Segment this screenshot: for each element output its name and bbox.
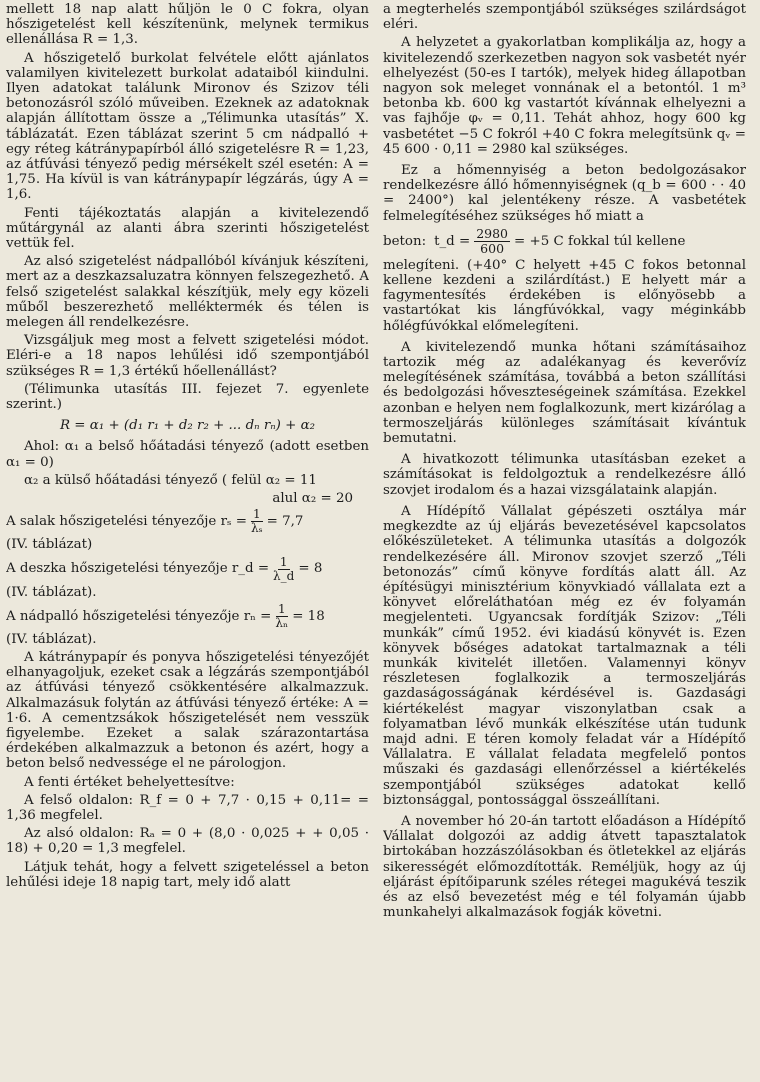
paragraph: A helyzetet a gyakorlatban komplikálja az, hogy a kivitelezendő szerkezetben nagyon sok vasbetét nyér elhelyezést (50-es I tartók), melyek hideg állapotban nagyon sok meleget vonnának el a betontól. 1 m³ betonba kb. 600 kg vastartót kívánnak elhelyezni a vas fajhője φᵥ = 0,11. Tehát ahhoz, hogy 600 kg vasbetétet −5 C fokról +40 C fokra melegítsünk qᵥ = 45 600 · 0,11 = 2980 kal szükséges.	[383, 35, 746, 157]
paragraph: a megterhelés szempontjából szükséges szilárdságot eléri.	[383, 2, 746, 33]
paragraph: Fenti tájékoztatás alapján a kivitelezendő műtárgynál az alanti ábra szerinti hőszigetelést vettük fel.	[6, 205, 369, 252]
numerator: 1	[279, 554, 288, 569]
paragraph: Látjuk tehát, hogy a felvett szigeteléssel a beton lehűlési ideje 18 napig tart, mely idő alatt	[6, 859, 369, 890]
right-column	[383, 2, 746, 1082]
denominator: 600	[480, 240, 505, 256]
equation-label: A salak hőszigetelési tényezője rₛ =	[6, 514, 247, 530]
formula-continuation: alul α₂ = 20	[272, 491, 353, 507]
equation-value: = 18	[292, 608, 325, 624]
paragraph: A fenti értéket behelyettesítve:	[24, 774, 235, 790]
paragraph: A kátránypapír és ponyva hőszigetelési tényezőjét elhanyagoljuk, ezeket csak a légzárás szempontjából az átfúvási tényező csökkentésére alkalmazzuk. Alkalmazásuk folytán az átfúvási tényező értéke: A = 1·6. A cementzsákok hőszigetelését nem vesszük figyelembe. Ezeket a salak szárazontartása érdekében alkalmazzuk a betonon és azért, hogy a beton belső nedvessége el ne párologjon.	[6, 649, 369, 772]
equation-value: = 7,7	[266, 514, 304, 530]
paragraph: Ahol: α₁ a belső hőátadási tényező (adott esetben α₁ = 0)	[6, 439, 369, 470]
denominator: λₙ	[275, 615, 289, 630]
equation-lhs: t_d =	[434, 233, 471, 249]
deszka-equation	[6, 556, 369, 583]
paragraph: Az alsó oldalon: Rₐ = 0 + (8,0 · 0,025 + + 0,05 · 18) + 0,20 = 1,3 megfelel.	[6, 826, 369, 857]
beton-equation	[383, 227, 746, 256]
table-reference: (IV. táblázat).	[6, 584, 97, 600]
equation-label: A deszka hőszigetelési tényezője r_d =	[6, 561, 270, 577]
left-column	[6, 2, 369, 1082]
denominator: λₛ	[251, 521, 263, 536]
numerator: 1	[253, 507, 261, 522]
fraction	[273, 556, 294, 583]
fraction	[275, 603, 288, 630]
paragraph: α₂ a külső hőátadási tényező ( felül α₂ = 11	[24, 472, 317, 488]
paragraph: A hivatkozott télimunka utasításban ezeket a számításokat is feldolgoztuk a rendelkezésre álló szovjet irodalom és a hazai vizsgálataink alapján.	[383, 452, 746, 498]
equation-value: = +5 C fokkal túl kellene	[514, 233, 686, 249]
denominator: λ_d	[273, 568, 295, 583]
fraction	[474, 227, 510, 256]
paragraph: (Télimunka utasítás III. fejezet 7. egyenlete szerint.)	[6, 381, 369, 413]
paragraph: Ez a hőmennyiség a beton bedolgozásakor rendelkezésre álló hőmennyiségnek (q_b = 600 · · 40 = 2400°) kal jelentékeny része. A vasbetétek felmelegítéséhez szükséges hő miatt a	[383, 163, 746, 224]
equation-label: A nádpalló hőszigetelési tényezője rₙ =	[6, 608, 272, 624]
equation-value: = 8	[298, 561, 323, 577]
salak-equation	[6, 508, 369, 535]
paragraph: mellett 18 nap alatt hűljön le 0 C fokra, olyan hőszigetelést kell készítenünk, melynek termikus ellenállása R = 1,3.	[6, 2, 369, 48]
numerator: 1	[277, 601, 286, 616]
paragraph: A hőszigetelő burkolat felvétele előtt ajánlatos valamilyen kivitelezett burkolat adataiból kiindulni. Ilyen adatokat találunk Mironov és Szizov téli betonozásról szóló műveiben. Ezeknek az adatoknak alapján állítottam össze a „Télimunka utasítás” X. táblázatát. Ezen táblázat szerint 5 cm nádpalló + egy réteg kátránypapírból álló szigetelésre R = 1,23, az átfúvási tényező pedig mérsékelt szél esetén: A = 1,75. Ha kívül is van kátránypapír légzárás, úgy A = 1,6.	[6, 50, 369, 203]
numerator: 2980	[476, 225, 509, 241]
paragraph: Vizsgáljuk meg most a felvett szigetelési módot. Eléri-e a 18 napos lehűlési idő szempontjából szükséges R = 1,3 értékű hőellenállást?	[6, 333, 369, 379]
paragraph: A november hó 20-án tartott előadáson a Hídépítő Vállalat dolgozói az addig átvett tapasztalatok birtokában hozzászólásokban és ötletekkel az eljárás sikerességét előmozdították. Reméljük, hogy az új eljárást építőiparunk széles rétegei magukévá teszik és az első bevezetést még e tél folyamán újabb munkahelyi alkalmazások fogják követni.	[383, 813, 746, 921]
paragraph: A kivitelezendő munka hőtani számításaihoz tartozik még az adalékanyag és keverővíz melegítésének számítása, továbbá a beton szállítási és bedolgozási hőveszteségeinek számítása. Ezekkel azonban e helyen nem foglalkozunk, mert kizárólag a termoszeljárás különleges számításait kívántuk bemutatni.	[383, 339, 746, 447]
paragraph: melegíteni. (+40° C helyett +45 C fokos betonnal kellene kezdeni a szilárdítást.) E helyett már a fagymentesítés érdekében is előnyösebb a vastartókat kis lángfúvókkal, vagy méginkább hőlégfúvókkal előmelegíteni.	[383, 257, 746, 334]
paragraph: Az alsó szigetelést nádpallóból kívánjuk készíteni, mert az a deszkazsaluzatra könnyen felszegezhető. A felső szigetelést salakkal készítjük, mely egy közeli műből beszerezhető melléktermék és télen is melegen áll rendelkezésre.	[6, 254, 369, 331]
table-reference: (IV. táblázat).	[6, 631, 97, 647]
table-reference: (IV. táblázat)	[6, 537, 93, 553]
insulation-formula: R = α₁ + (d₁ r₁ + d₂ r₂ + ... dₙ rₙ) + α₂	[59, 418, 316, 434]
nadpallo-equation	[6, 603, 369, 630]
paragraph: A Hídépítő Vállalat gépészeti osztálya már megkezdte az új eljárás bevezetésével kapcsolatos előkészületeket. A télimunka utasítás a dolgozók rendelkezésére áll. Mironov szovjet szerző „Téli betonozás” című könyve fordítás alatt áll. Az építésügyi minisztérium könyvkiadó vállalata ezt a könyvet előreláthatóan még ez év folyamán megjelenteti. Ugyancsak fordítják Szizov: „Téli munkák” című 1952. évi kiadású könyvét is. Ezen könyvek bőséges adatokat tartalmaznak a téli munkák kivitelét illetően. Valamennyi könyv részletesen foglalkozik a termoszeljárás gazdaságosságának kérdésével is. Gazdasági kiértékelést magyar viszonylatban csak a folyamatban lévő munkák elkészítése után tudunk majd adni. E téren komoly feladat vár a Hídépítő Vállalatra. E vállalat feladata megfelelő pontos műszaki és gazdasági ellenőrzéssel a kiértékelés szempontjából szükséges adatokat kellő biztonsággal, pontossággal összeállítani.	[383, 503, 746, 808]
fraction	[251, 508, 263, 535]
paragraph: A felső oldalon: R_f = 0 + 7,7 · 0,15 + 0,11= = 1,36 megfelel.	[6, 792, 369, 823]
equation-label: beton:	[383, 233, 427, 249]
